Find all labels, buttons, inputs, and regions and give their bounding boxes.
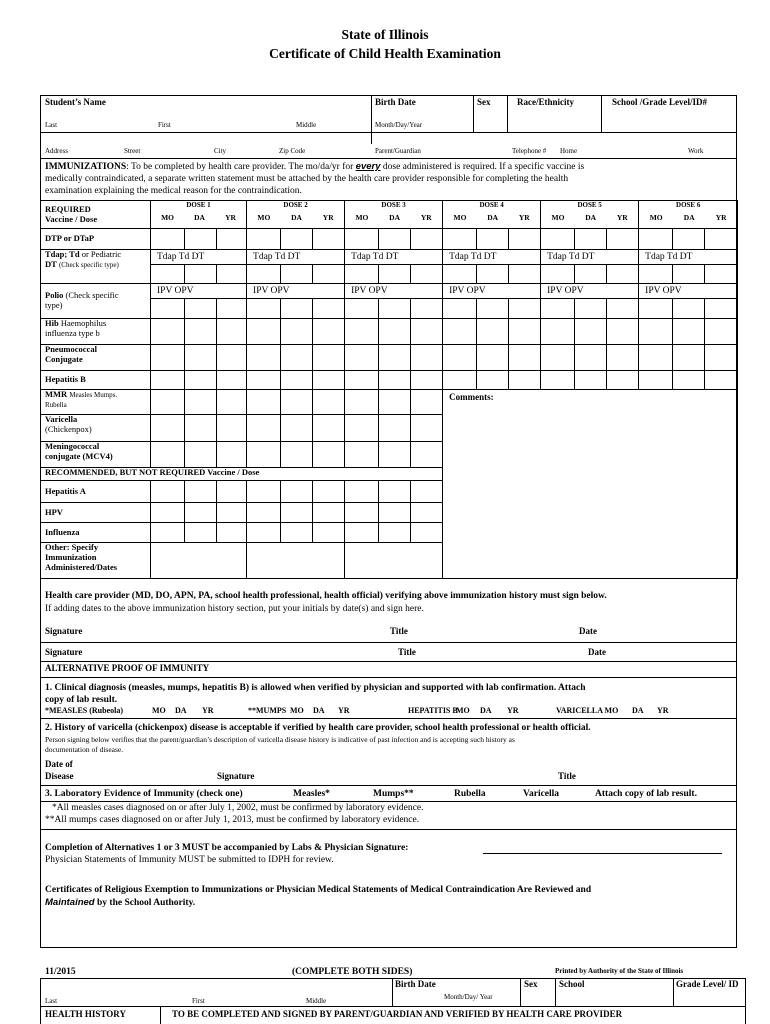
row-hpv: HPV — [41, 503, 738, 523]
first-label: First — [158, 121, 171, 129]
alt-signature-label: Signature — [217, 771, 255, 781]
polio-option-dose-2[interactable]: IPV OPV — [247, 284, 345, 299]
row-meningococcal: Meningococcal conjugate (MCV4) — [41, 442, 738, 468]
row-hib: Hib Haemophilus influenza type b — [41, 319, 738, 345]
row-tdap-options: Tdap; Td or Pediatric DT (Check specific type) Tdap Td DT Tdap Td DT Tdap Td DT Tdap Td DT Tdap Td DT Tdap Td DT — [41, 250, 738, 265]
footer-grade: Grade Level/ ID — [676, 979, 739, 989]
religious-line2: Maintained by the School Authority. — [45, 897, 196, 908]
health-history-label: HEALTH HISTORY — [45, 1009, 126, 1019]
completion-signature-line[interactable] — [483, 853, 722, 854]
disease-label: Disease — [45, 771, 74, 781]
vaccine-dose-label: Vaccine / Dose — [45, 213, 98, 224]
footer-school: School — [559, 979, 585, 989]
immunization-table — [40, 200, 738, 579]
polio-option-dose-5[interactable]: IPV OPV — [541, 284, 639, 299]
printed-authority: Printed by Authority of the State of Illinois — [555, 967, 684, 975]
provider-title-label-2: Title — [398, 647, 416, 657]
polio-option-dose-6[interactable]: IPV OPV — [639, 284, 738, 299]
city-label: City — [214, 147, 227, 155]
birth-date-format: Month/Day/Year — [375, 121, 423, 129]
state-title: State of Illinois — [341, 27, 429, 42]
polio-option-dose-1[interactable]: IPV OPV — [151, 284, 247, 299]
provider-line1: Health care provider (MD, DO, APN, PA, school health professional, health official) verifying above immunization history must sign below. — [45, 591, 607, 601]
note-mumps: **All mumps cases diagnosed on or after July 1, 2013, must be confirmed by laboratory evidence. — [45, 815, 420, 825]
form-title: Certificate of Child Health Examination — [269, 46, 501, 61]
note-measles: *All measles cases diagnosed on or after July 1, 2002, must be confirmed by laboratory evidence. — [52, 803, 424, 813]
birth-date-label: Birth Date — [375, 97, 416, 107]
dose-6-label: DOSE 6 — [676, 201, 701, 209]
physician-note: Physician Statements of Immunity MUST be submitted to IDPH for review. — [45, 855, 334, 865]
address-label: Address — [45, 147, 68, 155]
sex-label: Sex — [477, 97, 491, 107]
alt-item2: 2. History of varicella (chickenpox) disease is acceptable if verified by health care provider, school health professional or health official. — [45, 723, 591, 733]
tdap-option-dose-1[interactable]: Tdap Td DT — [151, 250, 247, 265]
measles-label: *MEASLES (Rubeola) — [45, 706, 124, 715]
row-mmr: MMR Measles Mumps. Rubella Comments: — [41, 390, 738, 415]
dose-1-label: DOSE 1 — [186, 201, 211, 209]
provider-signature-label: Signature — [45, 626, 83, 636]
row-varicella: Varicella (Chickenpox) — [41, 415, 738, 442]
alt-title-label: Title — [558, 771, 576, 781]
row-hepatitis-b: Hepatitis B — [41, 371, 738, 390]
footer-birth-date: Birth Date — [395, 979, 436, 989]
immunization-intro: IMMUNIZATIONS: To be completed by health care provider. The mo/da/yr for every dose administered is required. If a specific vaccine is medically contraindicated, a separate written statement must be attached by the health care provider responsible for completing the health examination explaining the medical reason for the contraindication. — [45, 161, 585, 196]
row-influenza: Influenza — [41, 523, 738, 543]
dose-2-label: DOSE 2 — [283, 201, 308, 209]
alt-item2-note2: documentation of disease. — [45, 745, 124, 754]
varicella-mo-label: VARICELLA MO — [556, 706, 619, 715]
dose-4-label: DOSE 4 — [479, 201, 504, 209]
footer-mdy: Month/Day/ Year — [444, 993, 493, 1001]
alt-item1-line1: 1. Clinical diagnosis (measles, mumps, hepatitis B) is allowed when verified by physician and supported with lab confirmation. Attach — [45, 683, 586, 693]
lab-varicella-option[interactable]: Varicella — [523, 789, 560, 799]
provider-date-label-2: Date — [588, 647, 606, 657]
footer-first: First — [192, 997, 205, 1005]
date-of-label: Date of — [45, 759, 73, 769]
form-date: 11/2015 — [45, 967, 76, 977]
row-hepatitis-a: Hepatitis A — [41, 481, 738, 503]
dtp-label: DTP or DTaP — [45, 233, 95, 244]
mumps-label: **MUMPS — [248, 706, 287, 715]
row-recommended-header: RECOMMENDED, BUT NOT REQUIRED Vaccine / Dose — [41, 468, 738, 481]
comments-box[interactable]: Comments: — [443, 390, 738, 579]
work-label: Work — [688, 147, 704, 155]
alt-proof-heading: ALTERNATIVE PROOF OF IMMUNITY — [45, 663, 210, 673]
provider-signature-label-2: Signature — [45, 647, 83, 657]
polio-option-dose-4[interactable]: IPV OPV — [443, 284, 541, 299]
dose-5-label: DOSE 5 — [577, 201, 602, 209]
home-label: Home — [560, 147, 578, 155]
alt-item2-note1: Person signing below verifies that the parent/guardian’s description of varicella disease history is indicative of past infection and is accepting such history as — [45, 735, 515, 744]
tdap-option-dose-2[interactable]: Tdap Td DT — [247, 250, 345, 265]
school-grade-label: School /Grade Level/ID# — [612, 97, 707, 107]
student-name-label: Student’s Name — [45, 97, 106, 107]
row-pneumococcal: Pneumococcal Conjugate — [41, 345, 738, 371]
complete-both-sides: (COMPLETE BOTH SIDES) — [292, 967, 413, 977]
dose-3-label: DOSE 3 — [381, 201, 406, 209]
hepb-label: HEPATITIS B — [408, 706, 458, 715]
polio-option-dose-3[interactable]: IPV OPV — [345, 284, 443, 299]
row-dtp — [41, 229, 738, 250]
alt-item3: 3. Laboratory Evidence of Immunity (check one) — [45, 789, 243, 799]
required-label: REQUIRED — [45, 203, 91, 214]
zip-label: Zip Code — [279, 147, 306, 155]
tdap-option-dose-6[interactable]: Tdap Td DT — [639, 250, 738, 265]
to-be-completed-label: TO BE COMPLETED AND SIGNED BY PARENT/GUARDIAN AND VERIFIED BY HEALTH CARE PROVIDER — [172, 1009, 623, 1019]
row-other: Other: Specify Immunization Administered/Dates — [41, 543, 738, 579]
footer-sex: Sex — [524, 979, 538, 989]
telephone-label: Telephone # — [512, 147, 547, 155]
footer-middle: Middle — [306, 997, 327, 1005]
completion-label: Completion of Alternatives 1 or 3 MUST be accompanied by Labs & Physician Signature: — [45, 843, 409, 853]
tdap-option-dose-5[interactable]: Tdap Td DT — [541, 250, 639, 265]
religious-line1: Certificates of Religious Exemption to Immunizations or Physician Medical Statements of Medical Contraindication Are Reviewed and — [45, 885, 592, 895]
row-polio-options: Polio (Check specific type) IPV OPV IPV OPV IPV OPV IPV OPV IPV OPV IPV OPV — [41, 284, 738, 299]
footer-last: Last — [45, 997, 58, 1005]
parent-label: Parent/Guardian — [375, 147, 421, 155]
tdap-option-dose-3[interactable]: Tdap Td DT — [345, 250, 443, 265]
lab-mumps-option[interactable]: Mumps** — [373, 789, 414, 799]
provider-date-label: Date — [579, 626, 597, 636]
provider-line2: If adding dates to the above immunization history section, put your initials by date(s) and sign here. — [45, 604, 424, 614]
race-label: Race/Ethnicity — [517, 97, 574, 107]
last-label: Last — [45, 121, 58, 129]
provider-title-label: Title — [390, 626, 408, 636]
lab-rubella-option[interactable]: Rubella — [454, 789, 486, 799]
dose-header-row: REQUIRED Vaccine / Dose DOSE 1 MO DA YR DOSE 2 MO DA YR DOSE 3 MO DA YR DOSE 4 MO DA YR DOSE 5 MO DA YR DOSE 6 MO DA YR — [41, 201, 738, 228]
middle-label: Middle — [296, 121, 317, 129]
street-label: Street — [124, 147, 141, 155]
alt-item1-line2: copy of lab result. — [45, 695, 118, 705]
tdap-option-dose-4[interactable]: Tdap Td DT — [443, 250, 541, 265]
lab-measles-option[interactable]: Measles* — [293, 789, 330, 799]
attach-lab-label: Attach copy of lab result. — [595, 789, 697, 799]
